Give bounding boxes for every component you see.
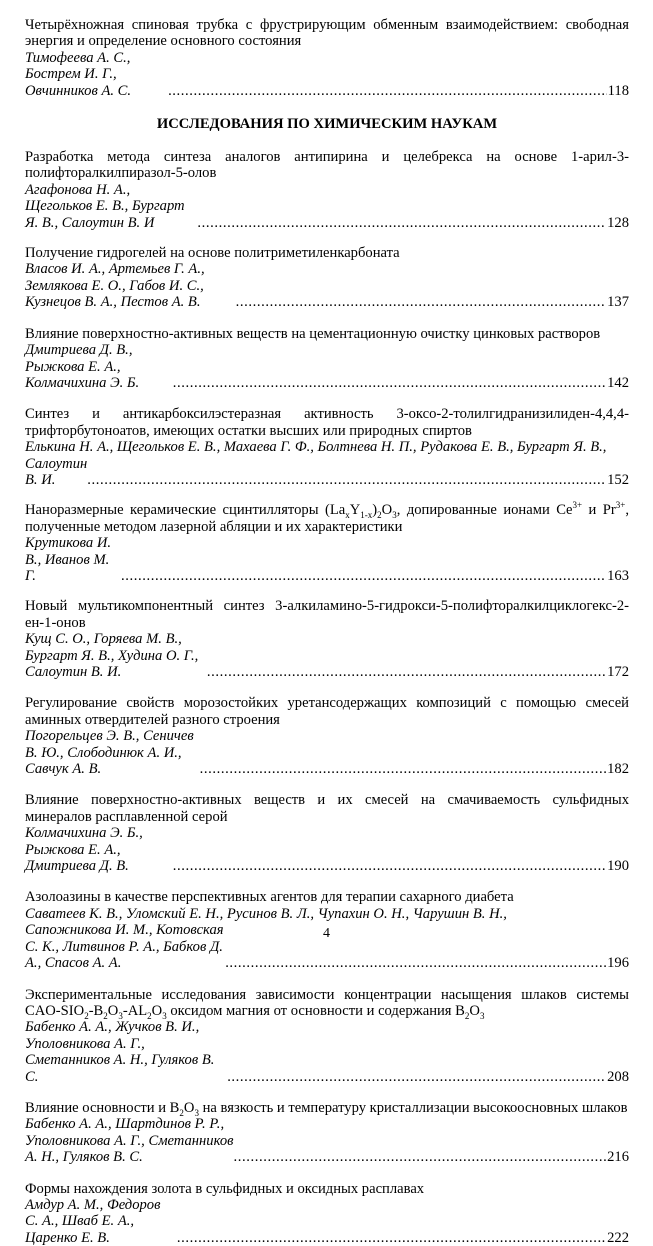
entry-authors-line — [25, 1197, 629, 1246]
entry-page-number: 190 — [607, 858, 629, 875]
entry-page-number: 216 — [607, 1149, 629, 1166]
dot-leader — [121, 568, 606, 584]
entry-authors-line — [25, 261, 629, 310]
subscript: 2 — [103, 1010, 108, 1021]
entry-title — [25, 1100, 629, 1116]
subscript: 3 — [162, 1010, 167, 1021]
subscript: 3 — [118, 1010, 123, 1021]
entry-authors: Колмачихина Э. Б., Рыжкова Е. А., Дмитриева Д. В. — [25, 825, 143, 875]
entry-page-number: 163 — [607, 567, 629, 584]
dot-leader — [236, 294, 606, 310]
entry-title: Получение гидрогелей на основе политриметиленкарбоната — [25, 245, 400, 262]
title-text: Наноразмерные керамические сцинтилляторы (La — [25, 502, 346, 519]
toc-entry — [25, 245, 629, 311]
toc-entry — [25, 406, 629, 488]
entry-authors: Амдур А. М., Федоров С. А., Шваб Е. А., Царенко Е. В. — [25, 1196, 161, 1246]
subscript: 3 — [194, 1107, 199, 1118]
entry-authors: Крутикова И. В., Иванов М. Г. — [25, 535, 112, 584]
entry-authors-line — [25, 1116, 629, 1165]
title-text: на вязкость и температуру кристаллизации высокоосновных шлаков — [198, 1099, 628, 1116]
subscript: 2 — [464, 1010, 470, 1021]
entry-title: Новый мультикомпонентный синтез 3-алкиламино-5-гидрокси-5-полифторалкилциклогекс-2-ен-1-онов — [25, 598, 629, 631]
title-text: Y — [349, 502, 361, 519]
superscript: 3+ — [572, 500, 583, 511]
entry-authors: Сапожникова И. М., Котовская С. К., Литвинов Р. А., Бабков Д. А., Спасов А. А. — [25, 922, 224, 972]
dot-leader — [173, 375, 606, 391]
entry-page-number: 182 — [607, 761, 629, 778]
entry-authors-line — [25, 535, 629, 584]
entry-authors: Елькина Н. А., Щегольков Е. В., Махаева Г. Ф., Болтнева Н. П., Рудакова Е. В., Бургарт Я. В., — [25, 439, 607, 456]
entry-authors: Власов И. А., Артемьев Г. А., Землякова Е. О., Габов И. С., Кузнецов В. А., Пестов А. В. — [25, 261, 205, 311]
title-text: и Pr — [582, 502, 616, 519]
subscript: 1-x — [360, 510, 373, 521]
toc-entry — [25, 17, 629, 99]
toc-entry — [25, 598, 629, 680]
entry-authors-line — [25, 342, 629, 391]
table-of-contents — [25, 17, 629, 1246]
page-number: 4 — [323, 926, 330, 941]
entry-page-number: 208 — [607, 1068, 629, 1085]
entry-page-number: 152 — [607, 471, 629, 488]
title-text: O — [183, 1099, 195, 1116]
dot-leader — [197, 215, 606, 231]
toc-entry — [25, 502, 629, 584]
toc-entry — [25, 326, 629, 392]
subscript: 2 — [377, 510, 382, 521]
dot-leader — [168, 83, 607, 99]
entry-title: Азолоазины в качестве перспективных агентов для терапии сахарного диабета — [25, 889, 514, 906]
dot-leader — [207, 664, 606, 680]
entry-page-number: 137 — [607, 294, 629, 311]
entry-title: Разработка метода синтеза аналогов антипирина и целебрекса на основе 1-арил-3-полифторалкилпиразол-5-олов — [25, 149, 629, 182]
entry-authors-line — [25, 456, 629, 489]
dot-leader — [225, 955, 606, 971]
entry-page-number: 172 — [607, 664, 629, 680]
entry-authors-line — [25, 631, 629, 680]
entry-title: Влияние поверхностно-активных веществ на цементационную очистку цинковых растворов — [25, 325, 601, 342]
title-text: O — [151, 1002, 163, 1019]
entry-authors: Кущ С. О., Горяева М. В., Бургарт Я. В., Худина О. Г., Салоутин В. И. — [25, 631, 199, 680]
entry-page-number: 142 — [607, 374, 629, 391]
entry-title: Влияние поверхностно-активных веществ и их смесей на смачиваемость сульфидных минералов расплавленной серой — [25, 792, 629, 825]
superscript: 3+ — [615, 500, 626, 511]
entry-page-number: 128 — [607, 214, 629, 231]
subscript: 3 — [392, 510, 397, 521]
entry-authors: Дмитриева Д. В., Рыжкова Е. А., Колмачихина Э. Б. — [25, 342, 140, 391]
subscript: 2 — [147, 1010, 152, 1021]
entry-authors-line — [25, 1019, 629, 1085]
dot-leader — [234, 1149, 607, 1165]
entry-authors-line — [25, 825, 629, 874]
title-text: Экспериментальные исследования зависимости концентрации насыщения шлаков системы CAO-SIO — [25, 986, 629, 1019]
entry-authors: Агафонова Н. А., Щегольков Е. В., Бургарт Я. В., Салоутин В. И — [25, 181, 185, 231]
dot-leader — [200, 761, 607, 777]
title-text: Влияние основности и B — [25, 1099, 180, 1116]
title-text: O — [469, 1002, 480, 1019]
title-text: , полученные методом лазерной абляции и их характеристики — [25, 502, 629, 535]
title-text: -AL — [122, 1002, 148, 1019]
toc-entry — [25, 149, 629, 231]
entry-authors: Бабенко А. А., Жучков В. И., Уполовникова А. Г., Сметанников А. Н., Гуляков В. С. — [25, 1019, 215, 1085]
entry-page-number: 118 — [607, 82, 629, 99]
toc-entry — [25, 1181, 629, 1246]
title-text: , допированные ионами Ce — [396, 502, 573, 519]
subscript: 3 — [479, 1010, 485, 1021]
toc-entry — [25, 1100, 629, 1166]
entry-authors: Саватеев К. В., Уломский Е. Н., Русинов В. Л., Чупахин О. Н., Чарушин В. Н., — [25, 905, 507, 922]
title-text: -B — [88, 1002, 104, 1019]
title-text: ) — [372, 502, 378, 519]
entry-authors-line — [25, 182, 629, 231]
entry-title — [25, 502, 629, 535]
entry-authors-line — [25, 50, 629, 99]
title-text: O — [107, 1002, 119, 1019]
entry-authors-line — [25, 728, 629, 777]
entry-title: Регулирование свойств морозостойких уретансодержащих композиций с помощью смесей аминных отвердителей разного строения — [25, 695, 629, 728]
toc-entry — [25, 695, 629, 777]
entry-title: Формы нахождения золота в сульфидных и оксидных расплавах — [25, 1180, 425, 1197]
entry-authors: Погорельцев Э. В., Сеничев В. Ю., Слободинюк А. И., Савчук А. В. — [25, 728, 194, 778]
entry-authors: Салоутин В. И. — [25, 455, 88, 488]
entry-page-number: 196 — [607, 955, 629, 972]
dot-leader — [177, 1230, 606, 1246]
subscript: 2 — [179, 1107, 184, 1118]
subscript: x — [345, 510, 350, 521]
dot-leader — [173, 858, 606, 874]
dot-leader — [87, 472, 606, 488]
entry-authors: Бабенко А. А., Шартдинов Р. Р., Уполовникова А. Г., Сметанников А. Н., Гуляков В. С. — [25, 1116, 234, 1166]
toc-entry — [25, 792, 629, 874]
toc-entry — [25, 987, 629, 1085]
entry-page-number: 222 — [607, 1229, 629, 1246]
entry-title — [25, 987, 629, 1020]
entry-authors-line-1 — [25, 439, 629, 455]
section-heading: ИССЛЕДОВАНИЯ ПО ХИМИЧЕСКИМ НАУКАМ — [156, 116, 498, 133]
subscript: 2 — [84, 1010, 89, 1021]
entry-title: Синтез и антикарбоксилэстеразная активность 3-оксо-2-толилгидранизилиден-4,4,4-трифторбутоноатов, имеющих остатки высших или природных спиртов — [25, 406, 629, 439]
entry-title: Четырёхножная спиновая трубка с фрустрирующим обменным взаимодействием: свободная энергия и определение основного состояния — [25, 17, 629, 50]
entry-authors: Тимофеева А. С., Бострем И. Г., Овчинников А. С. — [25, 49, 132, 99]
dot-leader — [227, 1069, 606, 1085]
title-text: O — [381, 502, 393, 519]
entry-authors-line-1 — [25, 906, 629, 922]
title-text: оксидом магния от основности и содержания B — [166, 1002, 465, 1019]
